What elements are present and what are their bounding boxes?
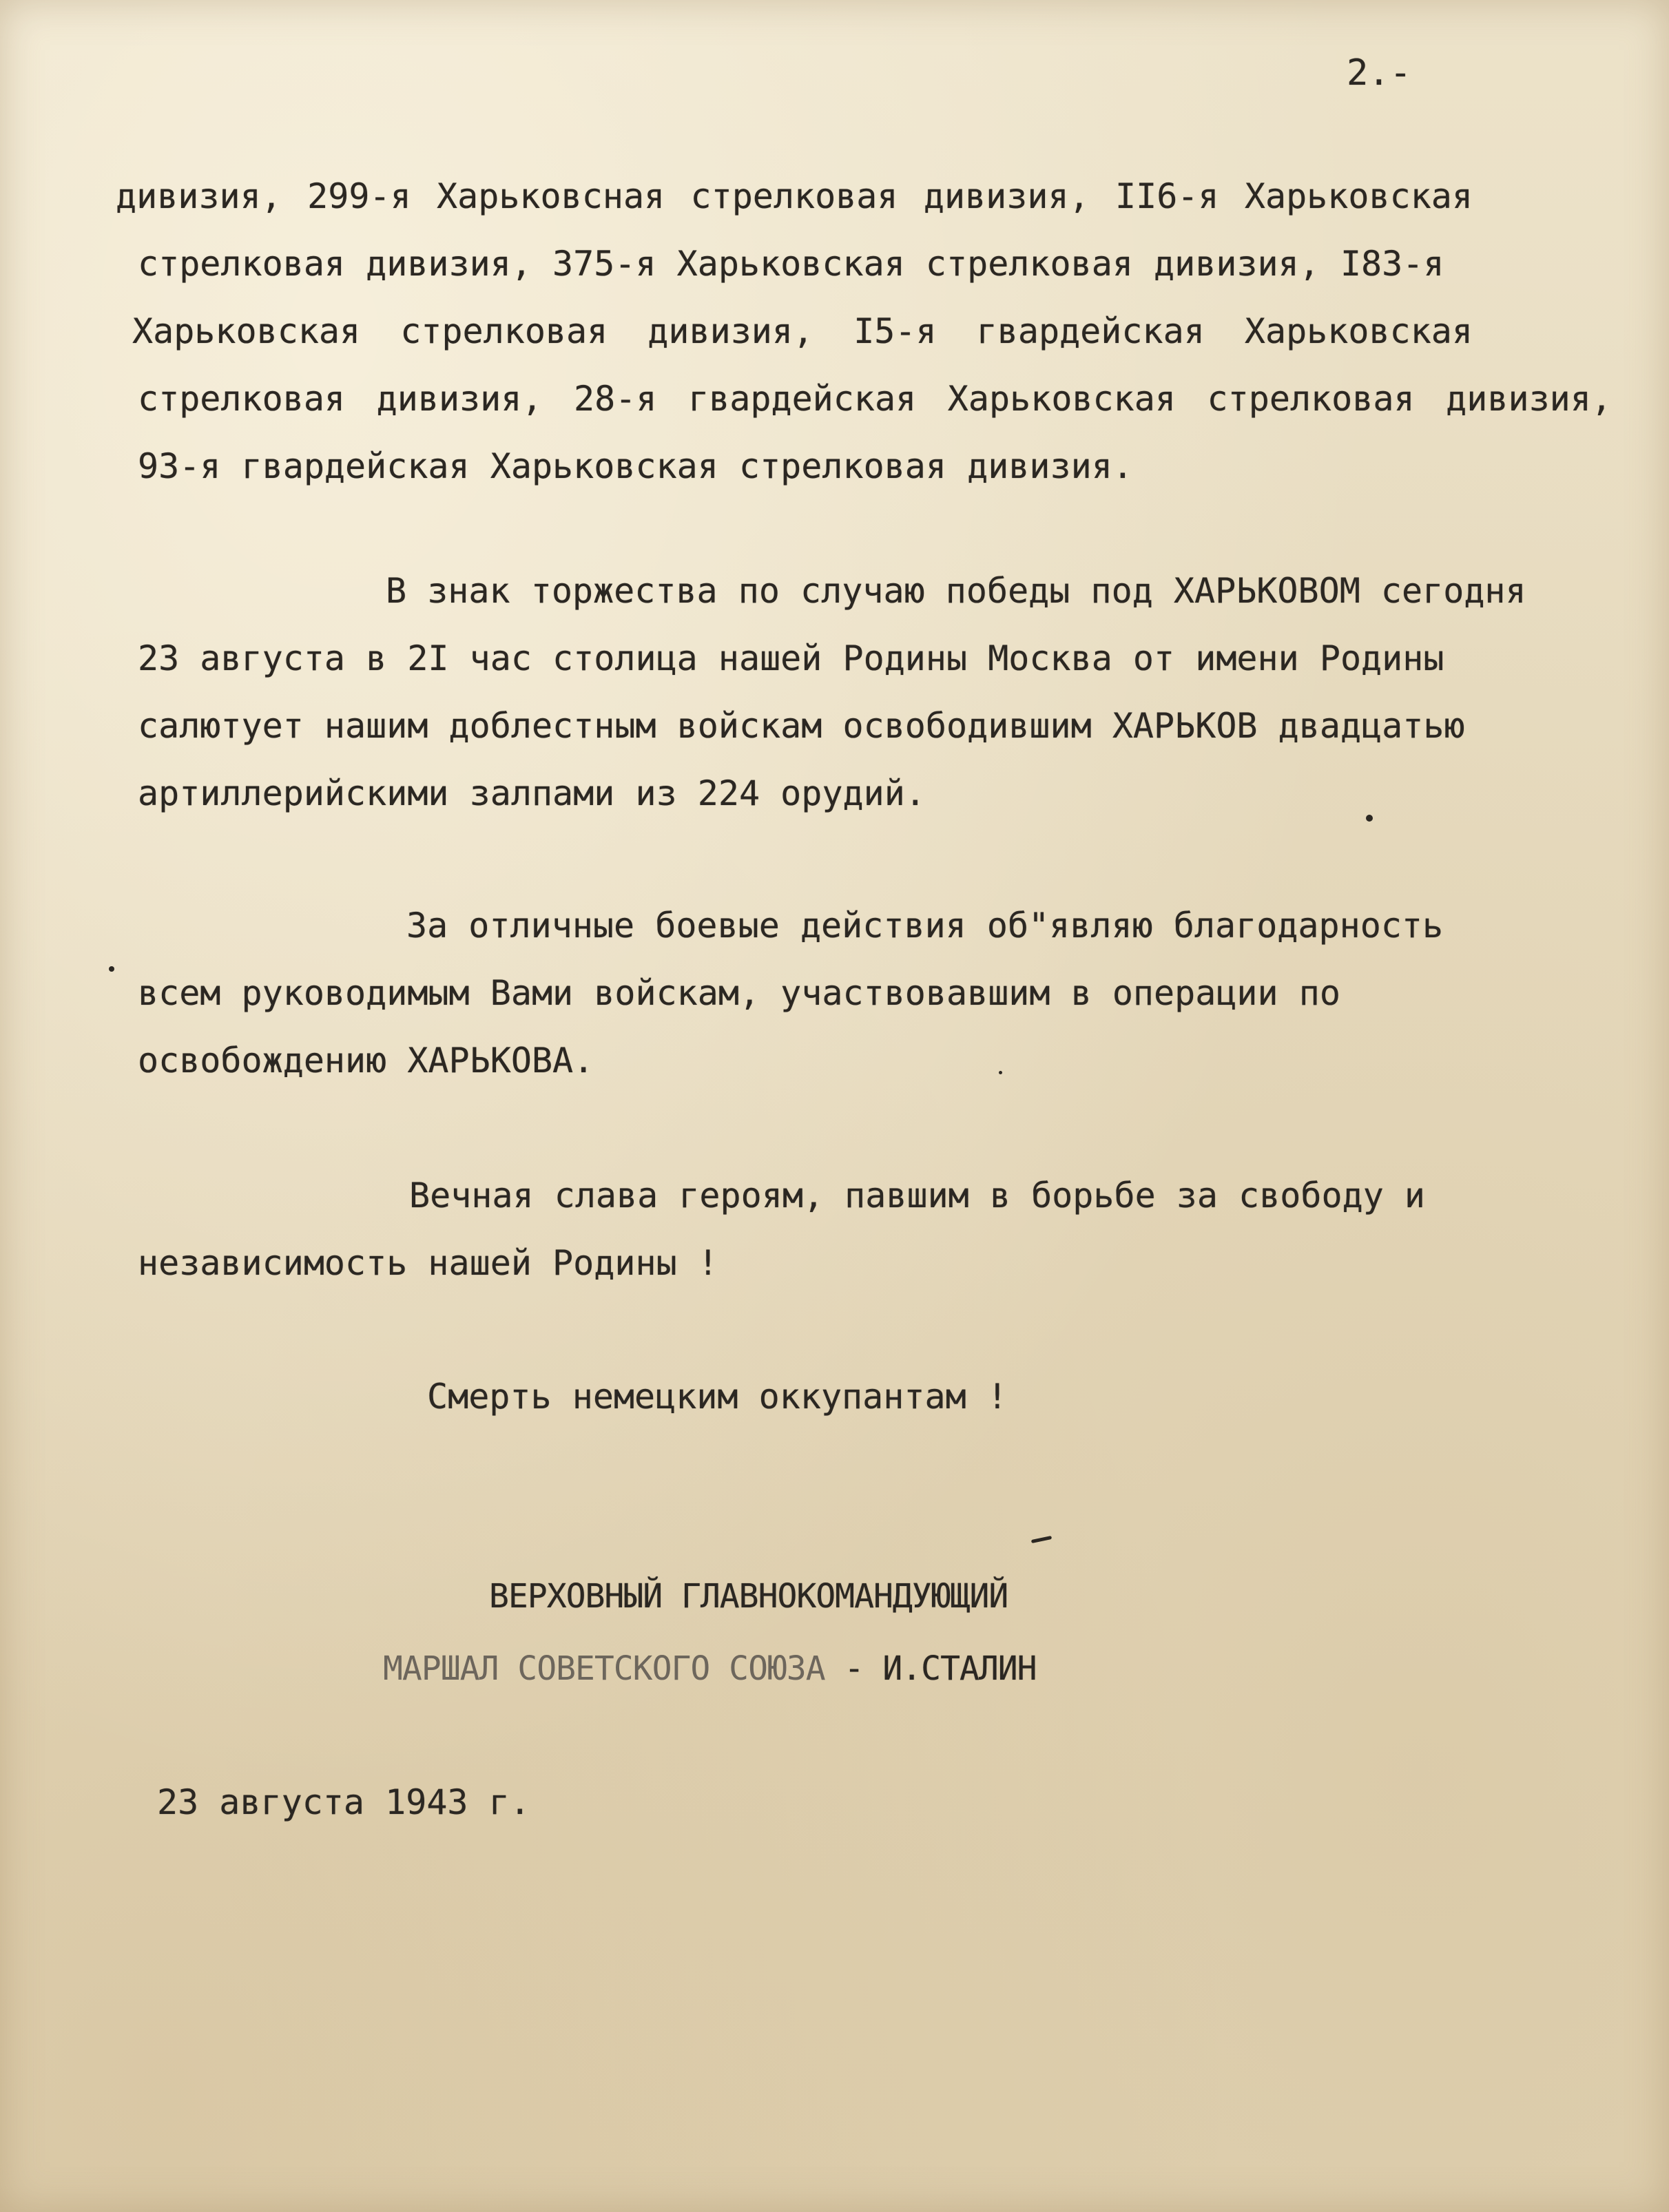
salute-line-1: В знак торжества по случаю победы под ХАРЬКОВОМ сегодня bbox=[386, 571, 1526, 611]
signature-title: ВЕРХОВНЫЙ ГЛАВНОКОМАНДУЮЩИЙ bbox=[489, 1577, 1008, 1616]
salute-line-4: артиллерийскими залпами из 224 орудий. bbox=[138, 773, 926, 813]
salute-line-3: салютует нашим доблестным войскам освободившим ХАРЬКОВ двадцатью bbox=[138, 706, 1465, 746]
salute-line-2: 23 августа в 2I час столица нашей Родины Москва от имени Родины bbox=[138, 638, 1444, 678]
document-date: 23 августа 1943 г. bbox=[157, 1782, 530, 1822]
ink-dash bbox=[1031, 1536, 1052, 1543]
ink-dot bbox=[109, 966, 114, 972]
closing-slogan: Смерть немецким оккупантам ! bbox=[427, 1377, 1008, 1417]
signature-rank-name: - И.СТАЛИН bbox=[825, 1649, 1037, 1688]
thanks-line-2: всем руководимым Вами войскам, участвовавшим в операции по bbox=[138, 973, 1340, 1013]
signature-rank bbox=[383, 1648, 1037, 1689]
signature-rank-prefix: МАРШАЛ СОВЕТСКОГО СОЮЗА bbox=[383, 1649, 825, 1688]
divisions-line-5: 93-я гвардейская Харьковская стрелковая дивизия. bbox=[138, 446, 1133, 486]
divisions-line-2: стрелковая дивизия, 375-я Харьковская стрелковая дивизия, I83-я bbox=[138, 244, 1444, 284]
page-number: 2.- bbox=[1347, 52, 1411, 94]
divisions-line-1: дивизия, 299-я Харьковсная стрелковая дивизия, II6-я Харьковская bbox=[116, 176, 1473, 216]
thanks-line-3: освобождению ХАРЬКОВА. bbox=[138, 1041, 594, 1081]
ink-dot bbox=[1366, 815, 1373, 822]
glory-line-1: Вечная слава героям, павшим в борьбе за свободу и bbox=[409, 1176, 1426, 1215]
divisions-line-4: стрелковая дивизия, 28-я гвардейская Харьковская стрелковая дивизия, bbox=[138, 379, 1612, 419]
divisions-line-3: Харьковская стрелковая дивизия, I5-я гвардейская Харьковская bbox=[132, 311, 1473, 351]
ink-dot bbox=[999, 1071, 1002, 1074]
glory-line-2: независимость нашей Родины ! bbox=[138, 1243, 718, 1283]
thanks-line-1: За отличные боевые действия об"являю благодарность bbox=[406, 906, 1444, 946]
